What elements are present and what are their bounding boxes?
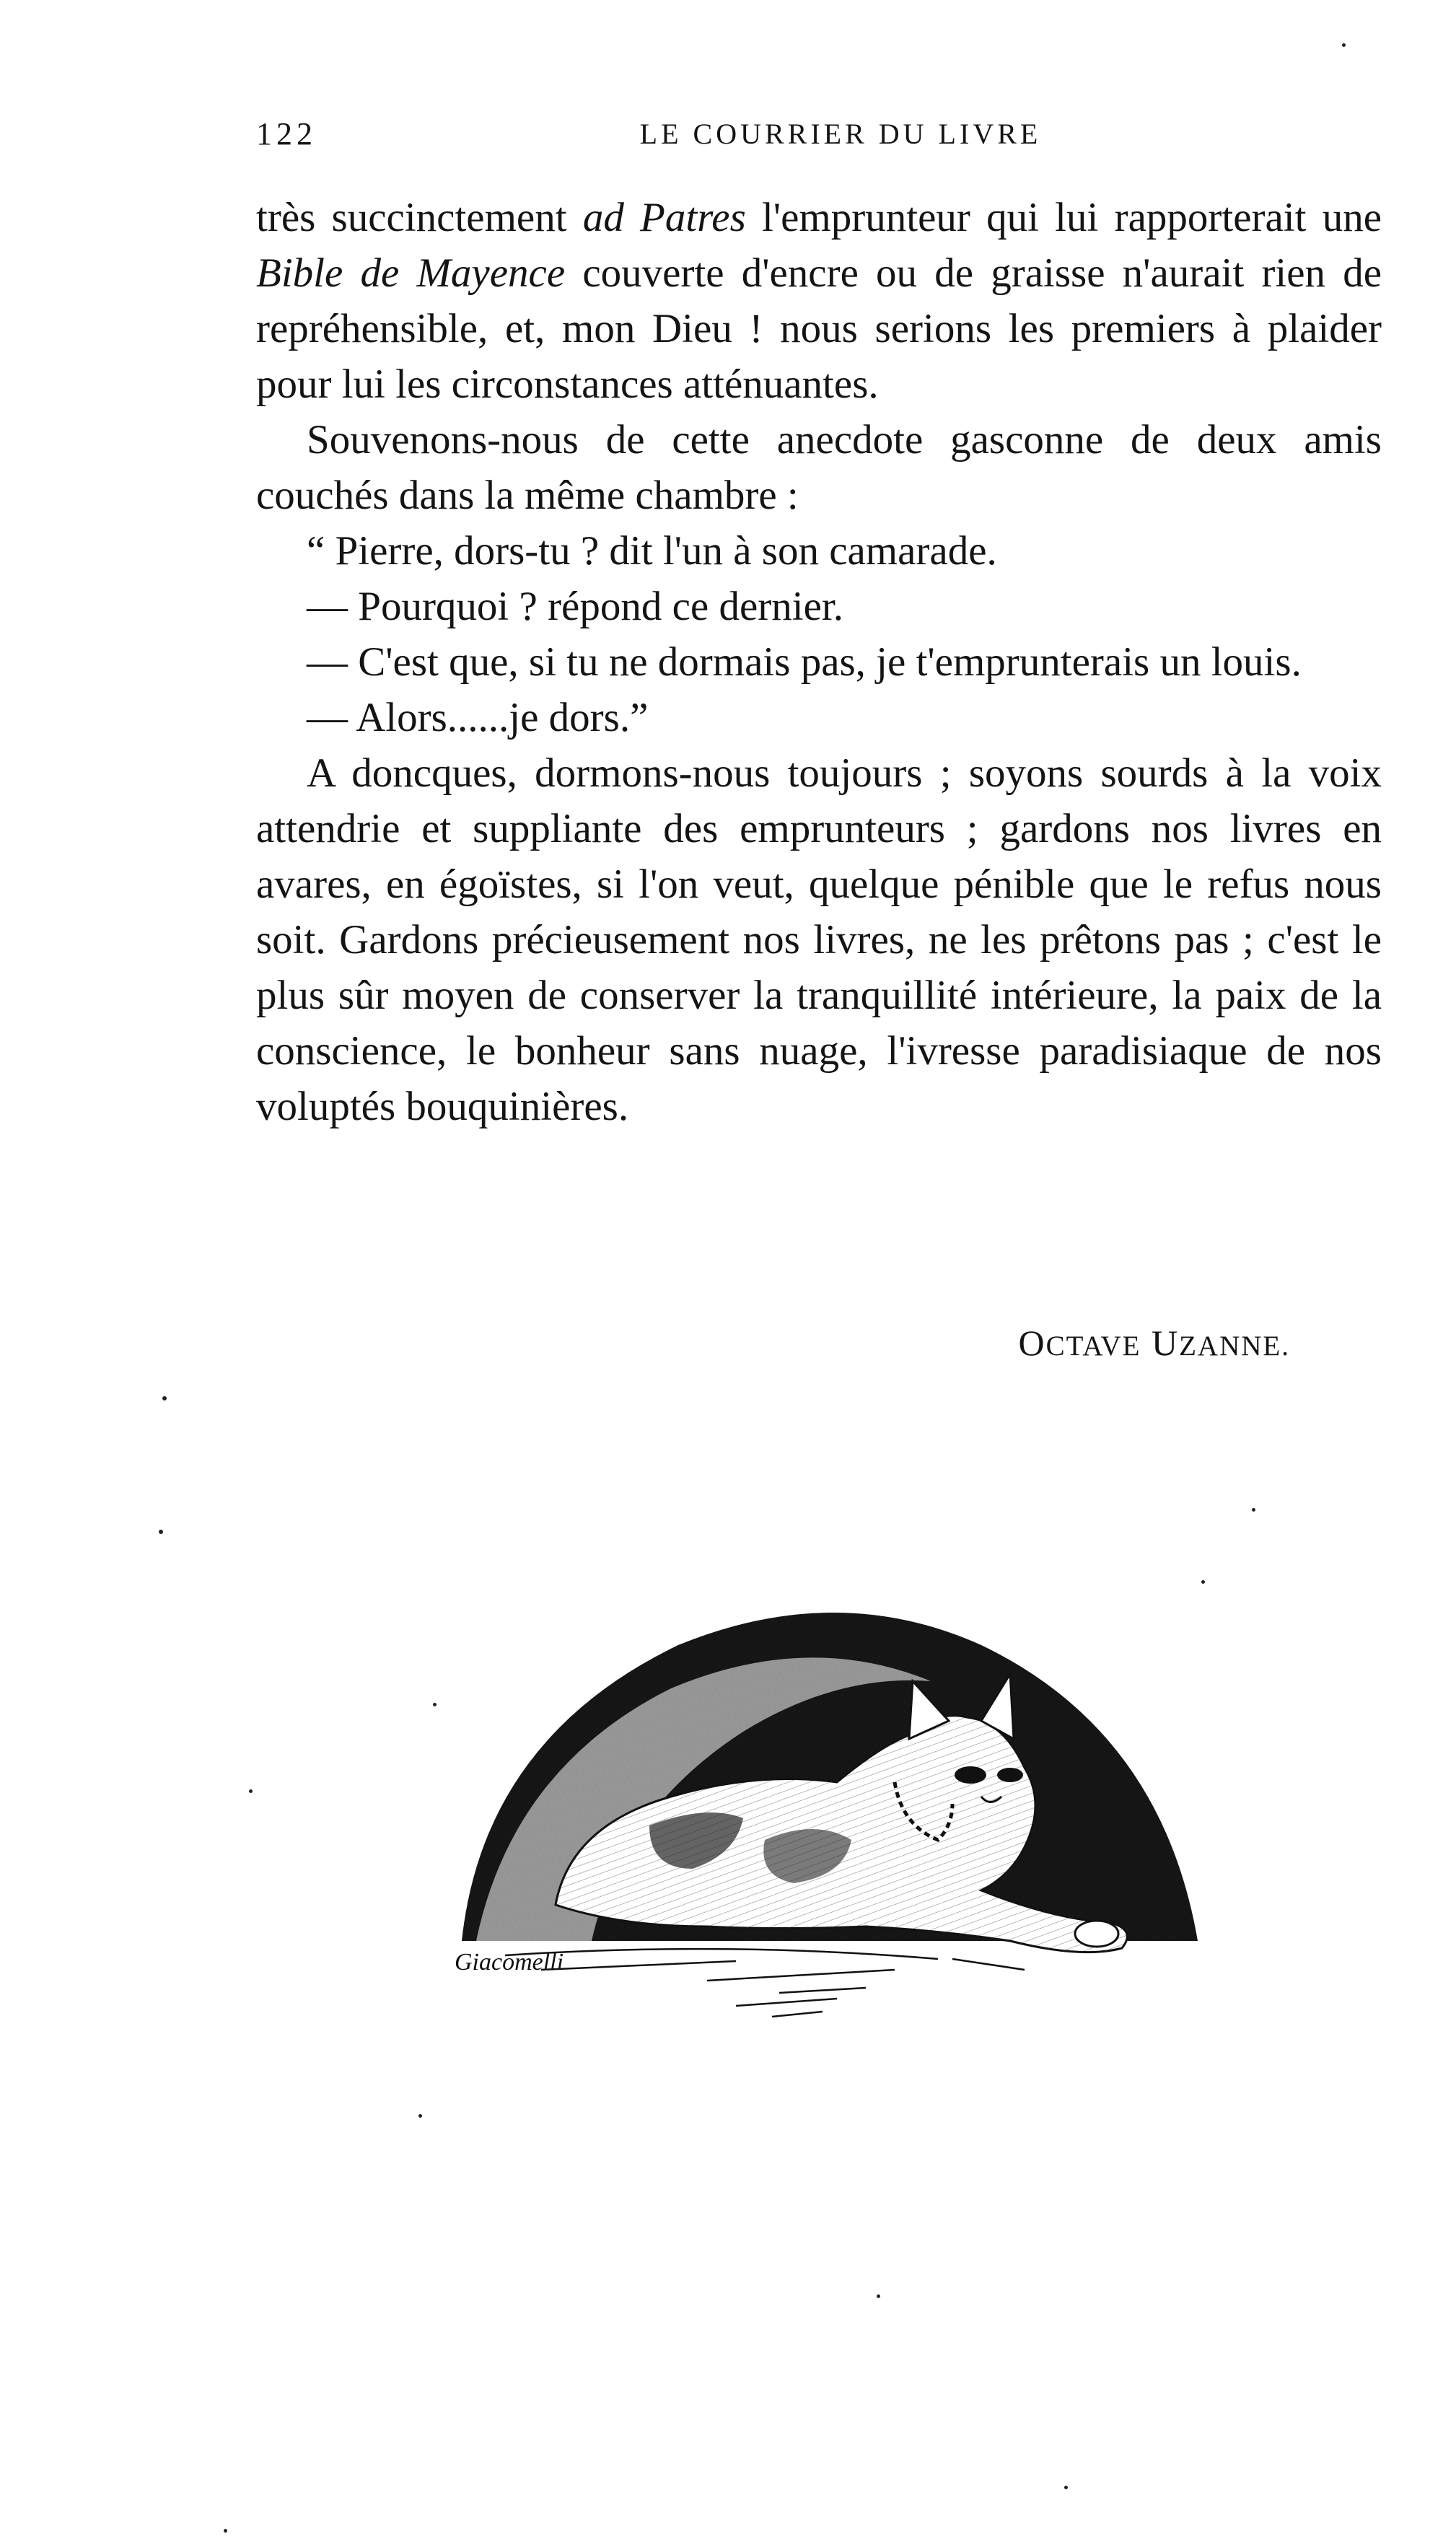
scan-speck bbox=[1201, 1580, 1205, 1584]
sig-initial: U bbox=[1152, 1323, 1180, 1363]
running-title: LE COURRIER DU LIVRE bbox=[639, 118, 1042, 150]
running-head bbox=[256, 115, 1382, 166]
sig-initial: O bbox=[1018, 1323, 1046, 1363]
text-run: l'emprunteur qui lui rapporterait une bbox=[745, 195, 1382, 240]
paragraph-anecdote-intro: Souvenons-nous de cette anecdote gasconne de deux amis couchés dans la même chambre : bbox=[256, 417, 1382, 518]
scan-speck bbox=[249, 1789, 253, 1793]
text-run: très succinctement bbox=[256, 195, 583, 240]
scan-speck bbox=[1252, 1508, 1255, 1512]
dialogue-line-4: — Alors......je dors.” bbox=[307, 695, 649, 740]
text-run: couverte d'encre ou de graisse n'aurait rien de repréhensible, et, mon Dieu ! nous serions les premiers à plaider pour lui les circonstances atténuantes. bbox=[256, 250, 1382, 407]
sig-small-caps: CTAVE bbox=[1045, 1331, 1141, 1362]
sleeping-cat-engraving-icon bbox=[433, 1566, 1227, 2027]
paragraph-conclusion: A doncques, dormons-nous toujours ; soyons sourds à la voix attendrie et suppliante des emprunteurs ; gardons nos livres en avares, en égoïstes, si l'on veut, quelque pénible que le refus nous soit. Gardons précieusement nos livres, ne les prêtons pas ; c'est le plus sûr moyen de conserver la tranquillité intérieure, la paix de la conscience, le bonheur sans nuage, l'ivresse paradisiaque de nos voluptés bouquinières. bbox=[256, 750, 1382, 1129]
dialogue-line-3: — C'est que, si tu ne dormais pas, je t'emprunterais un louis. bbox=[307, 639, 1302, 685]
dialogue-line-1: “ Pierre, dors-tu ? dit l'un à son camarade. bbox=[307, 528, 997, 574]
scan-speck bbox=[1342, 43, 1346, 47]
scan-speck bbox=[418, 2114, 422, 2118]
scan-speck bbox=[224, 2529, 227, 2533]
scan-speck bbox=[433, 1703, 437, 1706]
scan-speck bbox=[1064, 2486, 1068, 2489]
page-number: 122 bbox=[256, 116, 317, 152]
scan-speck bbox=[162, 1396, 167, 1400]
dialogue-line-2: — Pourquoi ? répond ce dernier. bbox=[307, 584, 843, 629]
artist-signature: Giacomelli bbox=[455, 1949, 564, 1976]
italic-phrase-ad-patres: ad Patres bbox=[582, 195, 746, 240]
paragraph-continuation bbox=[256, 190, 1382, 412]
author-signature bbox=[1019, 1322, 1290, 1364]
scan-speck bbox=[159, 1530, 163, 1534]
body-text bbox=[256, 190, 1382, 1134]
sig-small-caps: ZANNE. bbox=[1179, 1331, 1290, 1362]
cat-engraving-svg bbox=[433, 1566, 1227, 2027]
scan-speck bbox=[877, 2294, 880, 2298]
italic-phrase-bible-de-mayence: Bible de Mayence bbox=[256, 250, 566, 296]
